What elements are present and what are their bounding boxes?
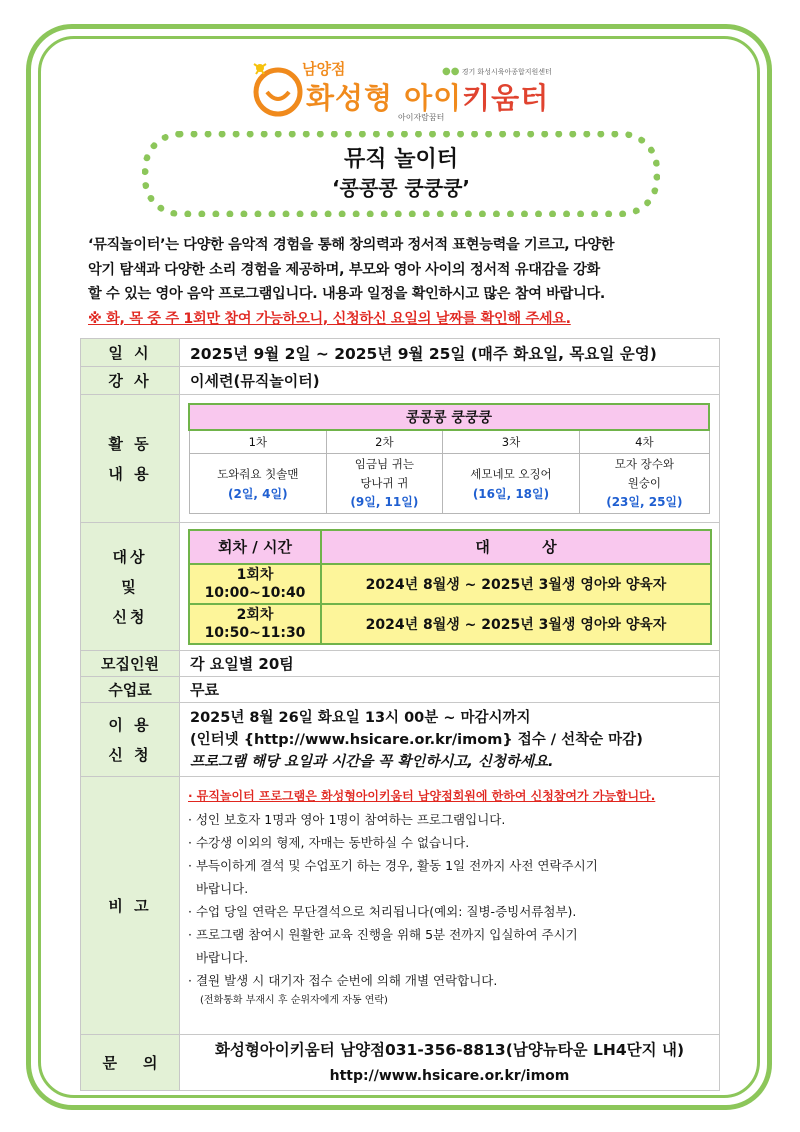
instructor-label: 강 사 [81,367,180,395]
row-date [81,339,720,367]
remarks-item: · 결원 발생 시 대기자 접수 순번에 의해 개별 연락합니다. [188,973,498,988]
apply-label: 이 용 신 청 [81,703,180,777]
center-dots-icon: ●● [442,66,460,77]
row-target [81,523,720,651]
intro-line: 할 수 있는 영아 음악 프로그램입니다. 내용과 일정을 확인하시고 많은 참여 바랍니다. [88,286,605,302]
target-label: 대상 및 신청 [81,523,180,651]
session-cell: 임금님 귀는 당나귀 귀 (9일, 11일) [327,454,443,514]
intro-notice: ※ 화, 목 중 주 1회만 참여 가능하오니, 신청하신 요일의 날짜를 확인해 주세요. [88,310,571,327]
remarks-item: · 프로그램 참여시 원활한 교육 진행을 위해 5분 전까지 입실하여 주시기 [188,927,578,942]
apply-period: 2025년 8월 26일 화요일 13시 00분 ~ 마감시까지 [190,709,531,726]
logo-name: 화성형 아이키움터 [306,81,550,115]
contact-label: 문 의 [81,1035,180,1091]
center-logo: ●● 경기 화성시육아종합지원센터 [442,66,552,77]
remarks-red-note: · 뮤직놀이터 프로그램은 화성형아이키움터 남양점회원에 한하여 신청참여가 가능합니다. [188,789,656,803]
target-value: 2024년 8월생 ~ 2025년 3월생 영아와 양육자 [321,564,711,604]
recruit-value: 각 요일별 20팀 [180,651,720,677]
activity-cell [180,395,720,523]
session-round: 1차 [189,430,327,454]
activity-table [188,403,710,514]
row-remarks [81,777,720,1035]
target-value: 2024년 8월생 ~ 2025년 3월생 영아와 양육자 [321,604,711,644]
activity-header: 콩콩콩 쿵쿵쿵 [189,404,709,430]
contact-phone: 화성형아이키움터 남양점031-356-8813(남양뉴타운 LH4단지 내) [214,1040,685,1059]
intro-line: ‘뮤직놀이터’는 다양한 음악적 경험을 통해 창의력과 정서적 표현능력을 기르고, 다양한 [88,237,615,253]
remarks-list [180,777,719,1014]
row-activity [81,395,720,523]
info-table [80,338,720,1091]
program-subtitle: ‘콩콩콩 쿵쿵쿵’ [331,176,471,200]
intro-text [88,233,718,331]
apply-value [180,703,720,777]
target-table [188,529,712,645]
logo-branch: 남양점 [302,60,346,78]
remarks-item: 바랍니다. [188,950,249,965]
apply-method: (인터넷 {http://www.hsicare.or.kr/imom} 접수 / 선착순 마감) [190,731,643,748]
remarks-item: · 수업 당일 연락은 무단결석으로 처리됩니다(예외: 질병-증빙서류첨부). [188,904,577,919]
session-cell: 세모네모 오징어 (16일, 18일) [442,454,580,514]
row-contact [81,1035,720,1091]
remarks-item: 바랍니다. [188,881,249,896]
remarks-label: 비 고 [81,777,180,1035]
remarks-small-note: (전화통화 부재시 후 순위자에게 자동 연락) [200,995,388,1006]
session-round: 4차 [580,430,709,454]
target-header: 대 상 [321,530,711,564]
remarks-cell [180,777,720,1035]
fee-value: 무료 [180,677,720,703]
session-round: 3차 [442,430,580,454]
title-box [142,131,660,217]
session-cell: 도와줘요 칫솔맨 (2일, 4일) [189,454,327,514]
session-round: 2차 [327,430,443,454]
target-cell [180,523,720,651]
session-cell: 모자 장수와 원숭이 (23일, 25일) [580,454,709,514]
round-time-header: 회차 / 시간 [189,530,321,564]
program-title: 뮤직 놀이터 [344,147,458,172]
activity-label: 활 동 내 용 [81,395,180,523]
date-label: 일 시 [81,339,180,367]
remarks-item: · 성인 보호자 1명과 영아 1명이 참여하는 프로그램입니다. [188,812,506,827]
intro-line: 악기 탐색과 다양한 소리 경험을 제공하며, 부모와 영아 사이의 정서적 유대감을 강화 [88,261,600,278]
recruit-label: 모집인원 [81,651,180,677]
row-fee [81,677,720,703]
apply-note: 프로그램 해당 요일과 시간을 꼭 확인하시고, 신청하세요. [190,753,554,770]
logo [250,56,560,122]
date-value: 2025년 9월 2일 ~ 2025년 9월 25일 (매주 화요일, 목요일 운영) [180,339,720,367]
instructor-value: 이세련(뮤직놀이터) [180,367,720,395]
remarks-item: · 수강생 이외의 형제, 자매는 동반하실 수 없습니다. [188,835,470,850]
remarks-item: · 부득이하게 결석 및 수업포기 하는 경우, 활동 1일 전까지 사전 연락주시기 [188,858,598,873]
round-time: 2회차 10:50~11:30 [189,604,321,644]
row-instructor [81,367,720,395]
fee-label: 수업료 [81,677,180,703]
contact-value [180,1035,720,1091]
round-time: 1회차 10:00~10:40 [189,564,321,604]
logo-subtitle: 아이자람꿈터 [398,113,445,122]
child-face-icon [250,62,306,118]
contact-url[interactable]: http://www.hsicare.or.kr/imom [329,1067,570,1084]
row-recruit [81,651,720,677]
row-apply [81,703,720,777]
